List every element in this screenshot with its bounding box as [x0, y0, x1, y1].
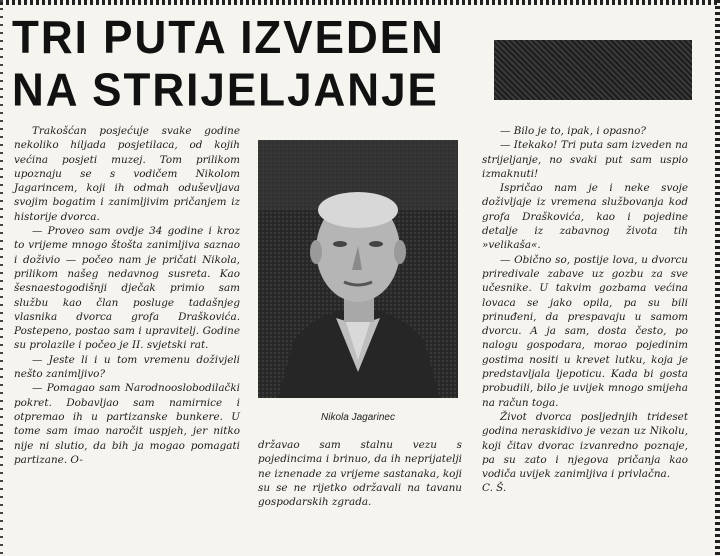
paragraph: Trakošćan posjećuje svake godine nekoliko hiljada posjetilaca, od kojih većina posjeti muzej. Tom prilikom upoznaju se s vodičem Nikolom Jagarincem, koji ih odmah oduševljava svojim bogatim i zanimljivim pričanjem iz historije dvorca. — [14, 125, 240, 223]
article-column-1 — [14, 124, 240, 467]
headline-line-2: NA STRIJELJANJE — [12, 64, 439, 116]
paragraph: — Proveo sam ovdje 34 godine i kroz to vrijeme mnogo štošta zanimljiva saznao i doživio — počeo nam je pričati Nikola, prilikom našeg nedavnog susreta. Kao šesnaestogodišnji dječak primio sam službu kao član posluge tadašnjeg vlasnika dvorca grofa Draškovića. Postepeno, postao sam i upravitelj. Godine su prolazile i počeo je II. svjetski rat. — [14, 225, 240, 352]
paragraph: Život dvorca posljednjih trideset godina neraskidivo je vezan uz Nikolu, koji čitav dvorac izvanredno poznaje, pa su zato i njegova pričanja kao vodiča uvijek zanimljiva i privlačna. — [482, 410, 688, 481]
left-border-rule — [0, 0, 3, 556]
headline-line-1: TRI PUTA IZVEDEN — [12, 12, 445, 64]
portrait-illustration — [258, 140, 458, 398]
article-column-3 — [482, 124, 688, 496]
portrait-photo — [258, 140, 458, 398]
paragraph: Ispričao nam je i neke svoje doživljaje iz vremena službovanja kod grofa Draškovića, kao i pojedine detalje iz zabavnog života tih »velikaša«. — [482, 182, 688, 252]
top-border-rule — [0, 0, 720, 5]
paragraph: — Pomagao sam Narodnooslobodilački pokret. Dobavljao sam namirnice i otpremao ih u partizanske bunkere. U tome sam imao naročit uspjeh, jer nitko nije ni slutio, da bih ja mogao pomagati partizane. O- — [14, 382, 240, 466]
paragraph: — Jeste li i u tom vremenu doživjeli nešto zanimljivo? — [14, 353, 240, 381]
paragraph: državao sam stalnu vezu s pojedincima i brinuo, da ih neprijatelji ne iznenade za vrijeme sastanaka, koji su se ne rijetko održavali na tavanu gospodarskih zgrada. — [258, 439, 462, 509]
right-border-rule — [715, 0, 720, 556]
paragraph: — Itekako! Tri puta sam izveden na strijeljanje, no svaki put sam uspio izmaknuti! — [482, 139, 688, 180]
dark-print-block — [494, 40, 692, 100]
article-column-2 — [258, 438, 462, 509]
author-signature: C. Š. — [482, 482, 507, 495]
paragraph: — Obično so, postije lova, u dvorcu priredivale zabave uz gozbu za sve učesnike. U takvim gozbama većina lovaca se jako opila, pa su bili prinuđeni, da prespavaju u samom dvorcu. A ja sam, dosta često, po nalogu gospodara, morao pojedinim gostima nositi u krevet lutku, koja je predstavljala ljepoticu. Kada bi gosta probudili, bilo je uvijek mnogo smijeha na račun toga. — [482, 253, 688, 409]
article-headline — [12, 12, 452, 117]
paragraph: — Bilo je to, ipak, i opasno? — [500, 125, 646, 137]
photo-caption: Nikola Jagarinec — [321, 412, 395, 423]
